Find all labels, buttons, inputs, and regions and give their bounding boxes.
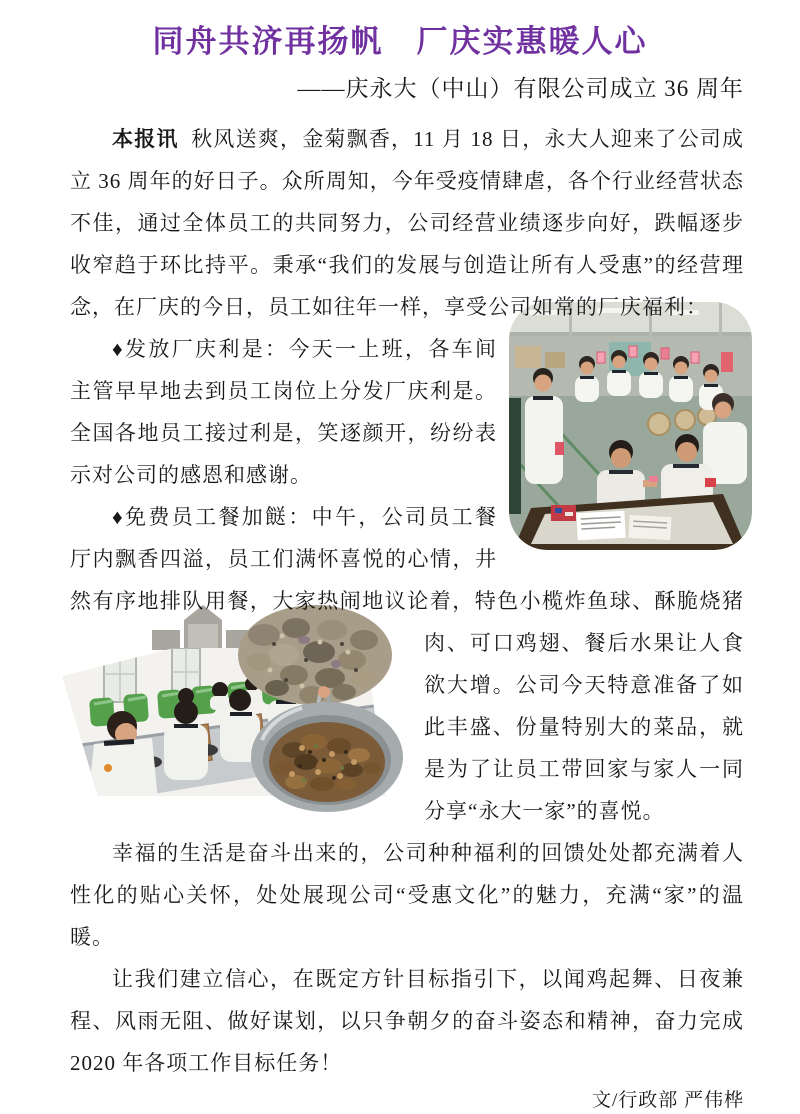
canteen-food-collage-illustration [34,600,410,812]
canteen-text-after: 可口鸡翅、餐后水果让人食欲大增。公司今天特意准备了如此丰盛、份量特别大的菜品，就是为了让员工带回家与家人一同分享“永大一家”的喜悦。 [424,631,745,823]
factory-red-packet-photo [509,302,752,550]
paragraph-intro [70,118,744,328]
paragraph-happiness: 幸福的生活是奋斗出来的，公司种种福利的回馈处处都充满着人性化的贴心关怀，处处展现公司“受惠文化”的魅力，充满“家”的温暖。 [70,841,744,949]
lead-label: 本报讯 [112,127,179,151]
paragraph-red-packet [70,328,744,496]
canteen-food-collage [34,600,410,812]
page-subtitle: ——庆永大（中山）有限公司成立 36 周年 [297,76,744,101]
intro-text: 秋风送爽，金菊飘香，11 月 18 日，永大人迎来了公司成立 36 周年的好日子。众所周知，今年受疫情肆虐，各个行业经营状态不佳，通过全体员工的共同努力，公司经营业绩逐步向好，跌幅逐步收窄趋于环比持平。秉承“我们的发展与创造让所有人受惠”的经营理念，在厂庆的今日，员工如往年一样，享受公司如常的厂庆福利： [70,127,745,319]
red-packet-text: ♦发放厂庆利是：今天一上班，各车间主管早早地去到员工岗位上分发厂庆利是。全国各地员工接过利是，笑逐颜开，纷纷表示对公司的感恩和感谢。 [70,337,497,487]
byline: 文/行政部 严伟桦 [591,1090,744,1111]
factory-red-packet-photo-illustration [509,302,752,550]
page-title: 同舟共济再扬帆 厂庆实惠暖人心 [152,24,648,59]
paragraph-conclusion: 让我们建立信心，在既定方针目标指引下，以闻鸡起舞、日夜兼程、风雨无阻、做好谋划，以只争朝夕的奋斗姿态和精神，奋力完成 2020 年各项工作目标任务！ [70,967,744,1075]
canteen-text-before: ♦免费员工餐加餸：中午，公司员工餐厅内飘香四溢，员工们满怀喜悦的心情，井然有序地排队用餐，大家热闹地议论着，特色小榄炸鱼球、酥脆烧猪肉、 [70,505,744,655]
article-body [70,118,744,1084]
